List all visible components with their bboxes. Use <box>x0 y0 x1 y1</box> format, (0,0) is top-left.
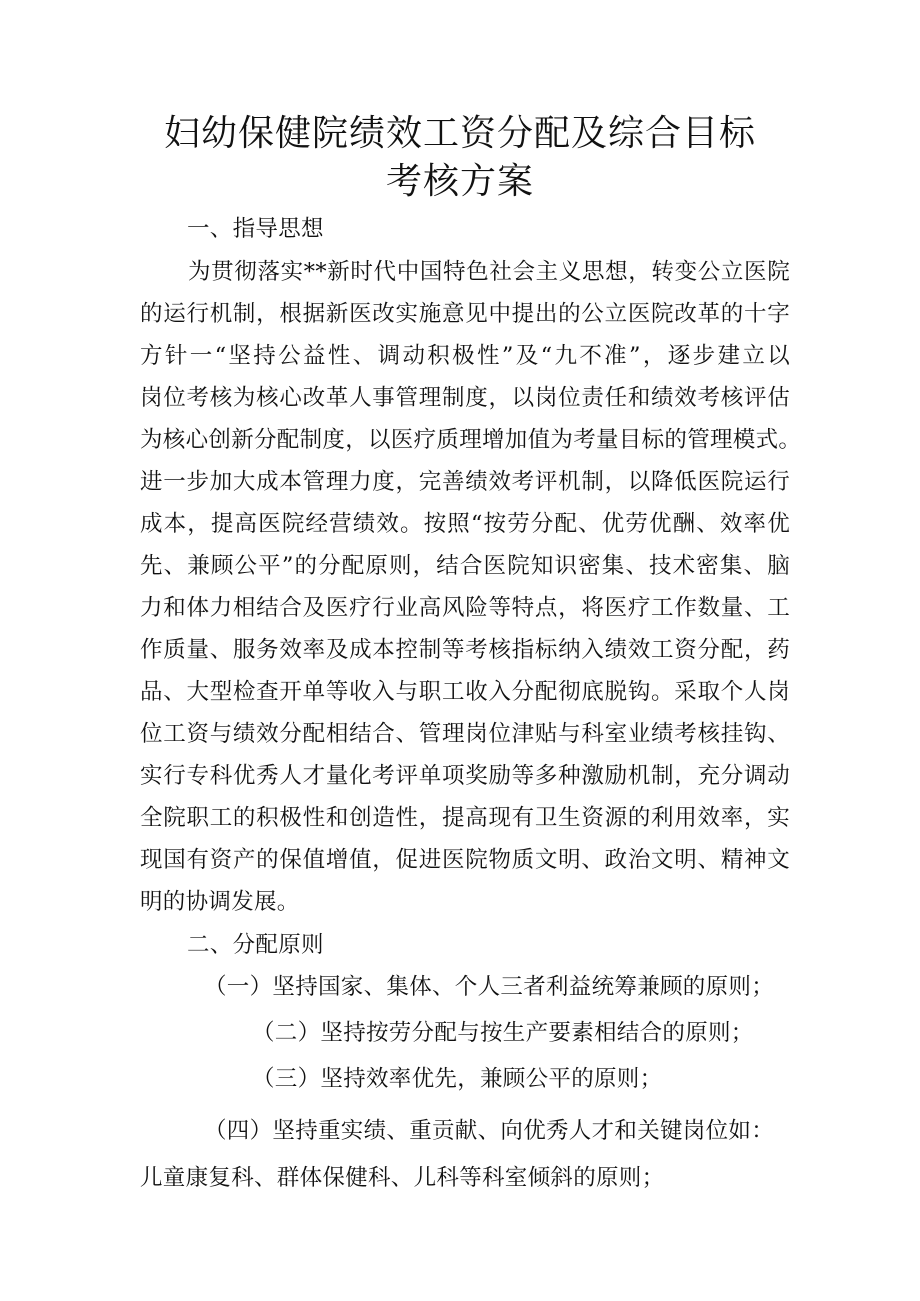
paragraph-line: 全院职工的积极性和创造性，提高现有卫生资源的利用效率，实 <box>140 805 790 831</box>
section-heading-guiding-ideology: 一、指导思想 <box>187 216 324 242</box>
paragraph-line: 为核心创新分配制度，以医疗质理增加值为考量目标的管理模式。 <box>140 427 802 453</box>
principle-item: （四）坚持重实绩、重贡献、向优秀人才和关键岗位如： <box>204 1118 775 1144</box>
paragraph-line: 位工资与绩效分配相结合、管理岗位津贴与科室业绩考核挂钩、 <box>140 721 790 747</box>
paragraph-line: 为贯彻落实**新时代中国特色社会主义思想，转变公立医院 <box>188 259 790 285</box>
paragraph-line: 先、兼顾公平”的分配原则，结合医院知识密集、技术密集、脑 <box>140 553 790 579</box>
principle-item: （三）坚持效率优先，兼顾公平的原则； <box>252 1066 663 1092</box>
paragraph-line: 方针一“坚持公益性、调动积极性”及“九不准”，逐步建立以 <box>140 343 790 369</box>
paragraph-line: 力和体力相结合及医疗行业高风险等特点，将医疗工作数量、工 <box>140 595 790 621</box>
paragraph-line: 进一步加大成本管理力度，完善绩效考评机制，以降低医院运行 <box>140 469 790 495</box>
principle-item: （二）坚持按劳分配与按生产要素相结合的原则； <box>252 1020 754 1046</box>
paragraph-line: 的运行机制，根据新医改实施意见中提出的公立医院改革的十字 <box>140 301 790 327</box>
paragraph-line: 岗位考核为核心改革人事管理制度，以岗位责任和绩效考核评估 <box>140 385 790 411</box>
principle-item-continuation: 儿童康复科、群体保健科、儿科等科室倾斜的原则； <box>140 1165 665 1191</box>
principle-item: （一）坚持国家、集体、个人三者利益统筹兼顾的原则； <box>204 974 775 1000</box>
paragraph-line: 品、大型检查开单等收入与职工收入分配彻底脱钩。采取个人岗 <box>140 679 790 705</box>
section-heading-distribution-principles: 二、分配原则 <box>187 932 324 958</box>
document-title-line-1: 妇幼保健院绩效工资分配及综合目标 <box>163 113 756 154</box>
paragraph-line: 现国有资产的保值增值，促进医院物质文明、政治文明、精神文 <box>140 847 790 873</box>
paragraph-line: 作质量、服务效率及成本控制等考核指标纳入绩效工资分配，药 <box>140 637 790 663</box>
paragraph-line: 实行专科优秀人才量化考评单项奖励等多种激励机制，充分调动 <box>140 763 790 789</box>
paragraph-line: 明的协调发展。 <box>140 889 300 915</box>
paragraph-line: 成本，提高医院经营绩效。按照“按劳分配、优劳优酬、效率优 <box>140 511 790 537</box>
document-title-line-2: 考核方案 <box>385 161 534 202</box>
